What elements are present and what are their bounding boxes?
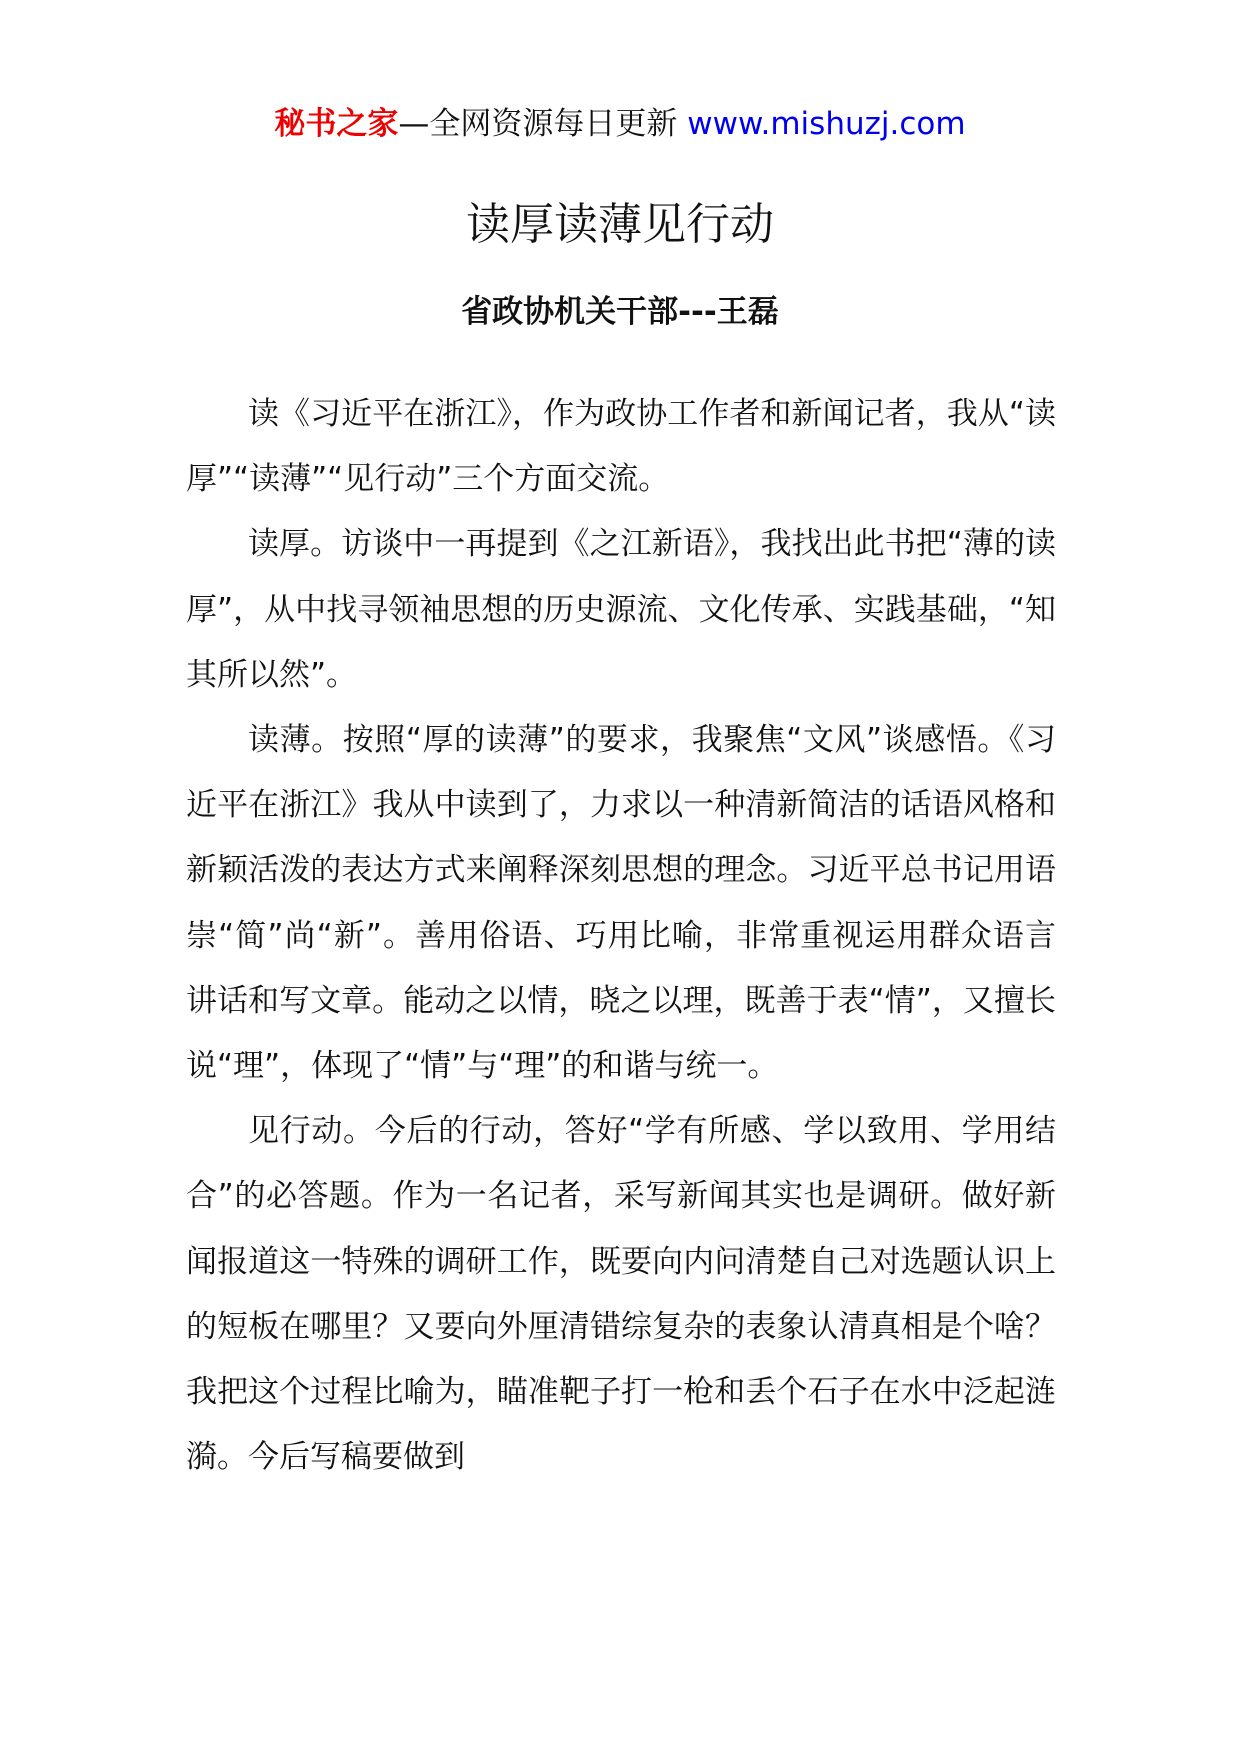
brand-name: 秘书之家: [274, 106, 399, 142]
paragraph-read-thick: 读厚。访谈中一再提到《之江新语》，我找出此书把“薄的读厚”，从中找寻领袖思想的历史源流、文化传承、实践基础，“知其所以然”。: [186, 526, 1056, 693]
paragraph-action: 见行动。今后的行动，答好“学有所感、学以致用、学用结合”的必答题。作为一名记者，采写新闻其实也是调研。做好新闻报道这一特殊的调研工作，既要向内问清楚自己对选题认识上的短板在哪里？又要向外厘清错综复杂的表象认清真相是个啥？我把这个过程比喻为，瞄准靶子打一枪和丢个石子在水中泛起涟漪。今后写稿要做到: [186, 1113, 1056, 1476]
document-body: [186, 382, 1056, 1490]
document-title: 读厚读薄见行动: [466, 199, 774, 250]
paragraph-read-thin: 读薄。按照“厚的读薄”的要求，我聚焦“文风”谈感悟。《习近平在浙江》我从中读到了，力求以一种清新简洁的话语风格和新颖活泼的表达方式来阐释深刻思想的理念。习近平总书记用语崇“简”尚“新”。善用俗语、巧用比喻，非常重视运用群众语言讲话和写文章。能动之以情，晓之以理，既善于表“情”，又擅长说“理”，体现了“情”与“理”的和谐与统一。: [186, 722, 1056, 1085]
header-tagline: —全网资源每日更新: [398, 106, 688, 142]
site-url-link[interactable]: www.mishuzj.com: [687, 106, 966, 142]
site-header: [0, 100, 1240, 148]
paragraph-intro: 读《习近平在浙江》，作为政协工作者和新闻记者，我从“读厚”“读薄”“见行动”三个方面交流。: [186, 396, 1056, 498]
document-author: 省政协机关干部---王磊: [461, 294, 779, 330]
